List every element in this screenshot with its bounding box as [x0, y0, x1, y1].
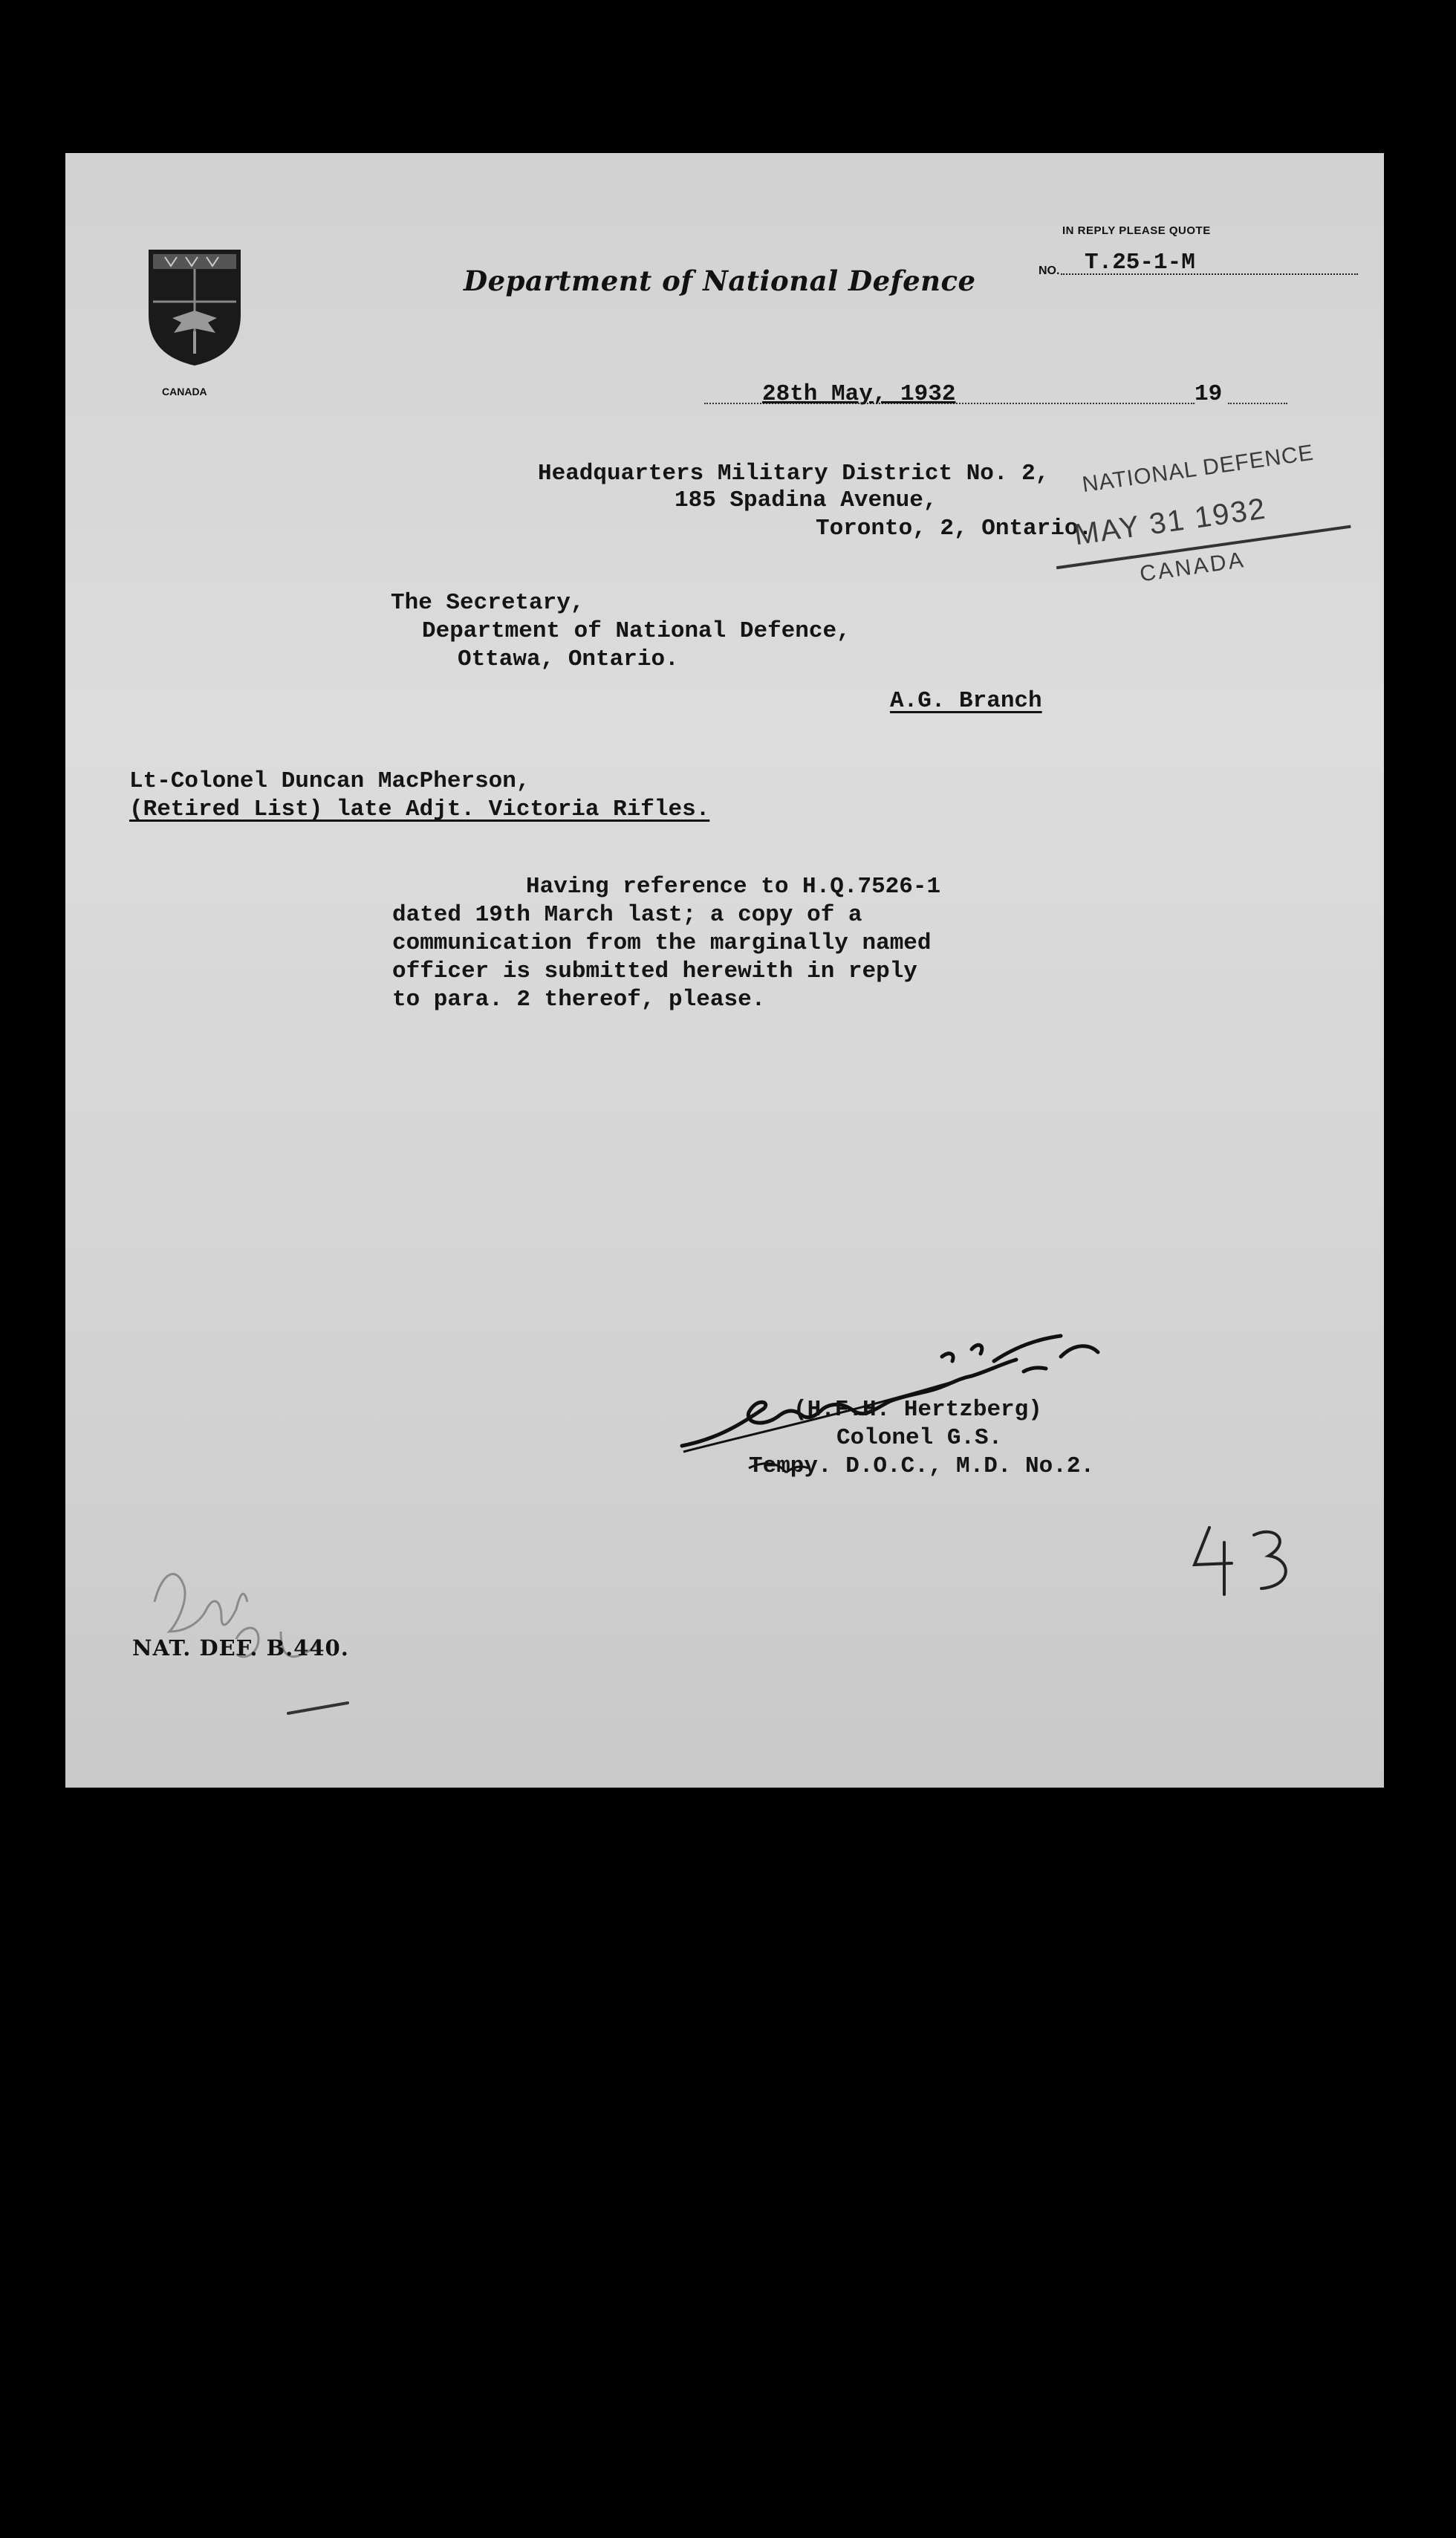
- date-year-prefix: 19: [1195, 381, 1223, 407]
- letter-date: 28th May, 1932: [762, 381, 956, 407]
- subject-line: (Retired List) late Adjt. Victoria Rifles.: [129, 796, 710, 822]
- stamp-department: NATIONAL DEFENCE: [1080, 440, 1316, 498]
- file-number: T.25-1-M: [1085, 250, 1195, 276]
- body-line: to para. 2 thereof, please.: [392, 987, 766, 1013]
- body-line: communication from the marginally named: [392, 930, 932, 956]
- signatory-appointment: Tempy. D.O.C., M.D. No.2.: [749, 1453, 1095, 1479]
- received-stamp: [1027, 422, 1362, 649]
- sender-address-line: Toronto, 2, Ontario.: [816, 516, 1093, 542]
- form-number: NAT. DEF. B.440.: [132, 1635, 349, 1661]
- body-line: officer is submitted herewith in reply: [392, 958, 917, 984]
- reply-quote-caption: IN REPLY PLEASE QUOTE: [1062, 224, 1211, 237]
- subject-line: Lt-Colonel Duncan MacPherson,: [129, 768, 530, 794]
- canada-coat-of-arms-icon: [143, 244, 247, 369]
- branch-label: A.G. Branch: [890, 688, 1042, 714]
- signatory-rank: Colonel G.S.: [836, 1425, 1003, 1451]
- recipient-line: The Secretary,: [391, 590, 585, 616]
- sender-address-line: Headquarters Military District No. 2,: [538, 461, 1050, 487]
- sender-address-line: 185 Spadina Avenue,: [675, 487, 937, 513]
- signatory-name: (H.F.H. Hertzberg): [793, 1397, 1042, 1423]
- country-caption: CANADA: [162, 386, 207, 397]
- recipient-line: Ottawa, Ontario.: [458, 646, 679, 672]
- file-number-label: NO.: [1039, 264, 1060, 277]
- body-line: dated 19th March last; a copy of a: [392, 902, 862, 928]
- stamp-country: CANADA: [1138, 547, 1247, 587]
- department-title: Department of National Defence: [464, 264, 976, 297]
- recipient-line: Department of National Defence,: [422, 618, 851, 644]
- date-year-rule: [1228, 403, 1287, 404]
- handwritten-page-number: [1180, 1513, 1328, 1602]
- stamp-date: MAY 31 1932: [1072, 492, 1269, 552]
- letter-page: [65, 153, 1384, 1788]
- file-number-rule: [1061, 273, 1358, 275]
- body-line: Having reference to H.Q.7526-1: [526, 874, 941, 900]
